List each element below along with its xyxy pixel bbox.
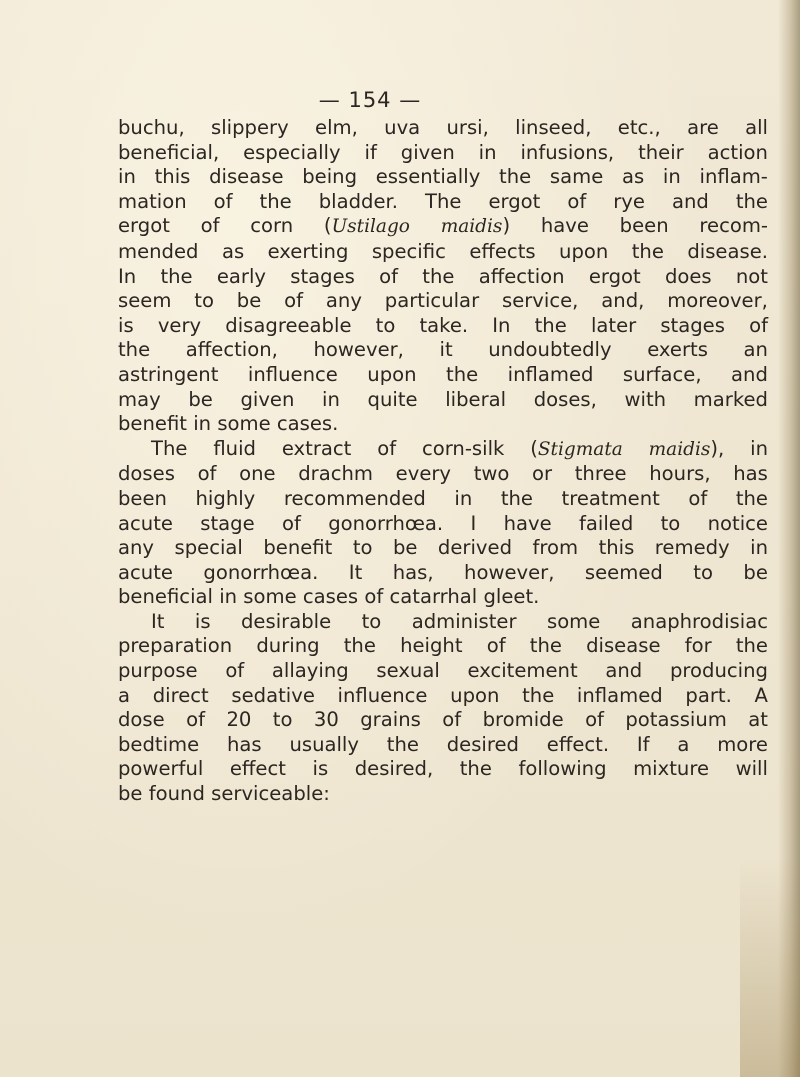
- word: bedtime: [118, 732, 200, 756]
- word: (Stigmata: [530, 436, 623, 460]
- text-line: [118, 757, 768, 782]
- word: upon: [367, 362, 417, 386]
- word: specific: [371, 239, 446, 263]
- word: disease: [586, 634, 661, 658]
- word: stage: [200, 511, 255, 535]
- word: gonorrhœa.: [328, 511, 444, 535]
- word: 30: [313, 708, 339, 732]
- word: particular: [384, 289, 480, 313]
- word: derived: [437, 536, 513, 560]
- word: special: [174, 536, 243, 560]
- word: slippery: [211, 116, 289, 139]
- text-line: [118, 659, 768, 684]
- word: and: [731, 362, 768, 386]
- word: especially: [243, 140, 341, 164]
- word: recommended: [283, 486, 426, 510]
- word: in: [750, 536, 768, 560]
- word: the: [735, 189, 768, 213]
- word: disagreeable: [225, 313, 352, 337]
- word: powerful: [118, 757, 204, 781]
- text-line: [118, 314, 768, 339]
- word: as: [221, 239, 245, 263]
- word: during: [256, 634, 320, 658]
- word: in: [662, 165, 681, 189]
- word: of: [213, 189, 233, 213]
- body-text: [118, 116, 768, 807]
- word: of: [284, 289, 304, 313]
- word: remedy: [654, 536, 730, 560]
- word: be: [236, 289, 262, 313]
- word: in: [322, 387, 340, 411]
- word: failed: [579, 511, 634, 535]
- word: moreover,: [667, 289, 768, 313]
- word: (Ustilago: [323, 214, 410, 238]
- word: to: [660, 511, 681, 535]
- word: have: [503, 511, 552, 535]
- word: of: [197, 462, 217, 486]
- word: in: [454, 486, 473, 510]
- word: the: [422, 264, 455, 288]
- word: exerting: [267, 239, 349, 263]
- word: rye: [613, 189, 645, 213]
- word: buchu,: [118, 116, 185, 139]
- word: of: [225, 659, 245, 683]
- word: two: [473, 462, 510, 486]
- word: this: [598, 536, 635, 560]
- word: bromide: [482, 708, 564, 732]
- text-line: beneficial in some cases of catarrhal gleet.: [118, 585, 540, 609]
- word: liberal: [445, 387, 507, 411]
- word: corn-silk: [421, 436, 505, 460]
- word: the: [499, 165, 532, 189]
- text-line: [118, 265, 768, 290]
- word: and: [605, 659, 643, 683]
- word: mended: [118, 239, 199, 263]
- word: maidis): [440, 214, 511, 238]
- word: early: [216, 264, 267, 288]
- word: dose: [118, 708, 165, 732]
- word: etc.,: [617, 116, 661, 139]
- word: notice: [707, 511, 768, 535]
- word: treatment: [561, 486, 660, 510]
- word: ergot: [118, 214, 170, 238]
- text-line: [118, 462, 768, 487]
- word: to: [375, 313, 396, 337]
- word: be: [188, 387, 213, 411]
- word: as: [621, 165, 645, 189]
- page-corner-stain: [740, 857, 800, 1077]
- word: mixture: [633, 757, 710, 781]
- word: A: [754, 683, 768, 707]
- word: the: [534, 313, 567, 337]
- word: recom-: [699, 214, 768, 238]
- text-line: [118, 733, 768, 758]
- word: disease.: [687, 239, 768, 263]
- word: mation: [118, 189, 187, 213]
- text-line: [118, 214, 768, 240]
- word: acute: [118, 560, 173, 584]
- text-line: [118, 708, 768, 733]
- word: of: [442, 708, 462, 732]
- word: may: [118, 387, 161, 411]
- word: the: [529, 634, 562, 658]
- word: one: [239, 462, 276, 486]
- page-number: — 154 —: [318, 88, 422, 112]
- word: been: [118, 486, 167, 510]
- text-line: [118, 610, 768, 635]
- word: it: [439, 338, 453, 362]
- word: to: [272, 708, 293, 732]
- word: a: [118, 683, 131, 707]
- word: in: [118, 165, 136, 189]
- word: this: [154, 165, 191, 189]
- word: to: [194, 289, 214, 313]
- word: sedative: [231, 683, 315, 707]
- text-line: benefit in some cases.: [118, 412, 339, 436]
- word: affection,: [185, 338, 278, 362]
- word: sexual: [376, 659, 440, 683]
- word: quite: [367, 387, 418, 411]
- word: potassium: [625, 708, 727, 732]
- word: being: [302, 165, 358, 189]
- word: of: [186, 708, 206, 732]
- word: the: [118, 338, 151, 362]
- word: of: [200, 214, 220, 238]
- word: anaphrodisiac: [630, 609, 768, 633]
- word: inflamed: [576, 683, 663, 707]
- text-line: [118, 487, 768, 512]
- word: In: [118, 264, 137, 288]
- word: surface,: [622, 362, 702, 386]
- word: any: [325, 289, 362, 313]
- word: for: [684, 634, 712, 658]
- word: 20: [226, 708, 252, 732]
- word: been: [619, 214, 669, 238]
- word: to: [352, 536, 373, 560]
- word: the: [446, 362, 479, 386]
- word: and: [671, 189, 709, 213]
- text-line: [118, 289, 768, 314]
- word: fluid: [213, 436, 256, 460]
- word: of: [585, 708, 604, 732]
- word: ergot: [588, 264, 641, 288]
- text-line: [118, 684, 768, 709]
- word: action: [707, 140, 768, 164]
- word: disease: [209, 165, 284, 189]
- word: more: [717, 732, 768, 756]
- word: the: [735, 486, 768, 510]
- text-line: [118, 240, 768, 265]
- word: astringent: [118, 362, 219, 386]
- word: of: [281, 511, 301, 535]
- word: excitement: [467, 659, 578, 683]
- word: part.: [685, 683, 732, 707]
- word: to: [693, 560, 713, 584]
- word: beneficial,: [118, 140, 220, 164]
- word: is: [312, 757, 329, 781]
- word: some: [546, 609, 601, 633]
- word: the: [459, 757, 492, 781]
- word: effects: [469, 239, 536, 263]
- word: inflam-: [699, 165, 768, 189]
- word: stages: [290, 264, 355, 288]
- word: has: [227, 732, 262, 756]
- word: gonorrhœa.: [203, 560, 319, 584]
- word: however,: [313, 338, 404, 362]
- text-line: [118, 116, 768, 141]
- text-line: [118, 190, 768, 215]
- word: I: [470, 511, 477, 535]
- word: of: [379, 264, 399, 288]
- word: preparation: [118, 634, 233, 658]
- word: desired: [446, 732, 519, 756]
- word: the: [259, 189, 292, 213]
- word: following: [518, 757, 607, 781]
- text-line: [118, 512, 768, 537]
- word: upon: [450, 683, 500, 707]
- text-line: [118, 561, 768, 586]
- word: usually: [289, 732, 359, 756]
- text-line: [118, 437, 768, 463]
- word: their: [638, 140, 684, 164]
- word: of: [688, 486, 708, 510]
- word: height: [400, 634, 463, 658]
- word: will: [735, 757, 768, 781]
- word: the: [500, 486, 533, 510]
- word: doses: [118, 462, 175, 486]
- word: benefit: [263, 536, 333, 560]
- word: effect: [229, 757, 286, 781]
- word: essentially: [375, 165, 481, 189]
- word: and,: [601, 289, 645, 313]
- word: The: [151, 436, 188, 460]
- word: doses,: [533, 387, 597, 411]
- word: linseed,: [515, 116, 592, 139]
- word: undoubtedly: [488, 338, 612, 362]
- word: has: [733, 462, 768, 486]
- word: have: [540, 214, 589, 238]
- word: with: [624, 387, 667, 411]
- word: has,: [392, 560, 434, 584]
- word: an: [743, 338, 768, 362]
- word: maidis),: [648, 436, 725, 460]
- word: In: [492, 313, 511, 337]
- word: be: [743, 560, 768, 584]
- word: seemed: [584, 560, 663, 584]
- word: elm,: [315, 116, 358, 139]
- text-line: [118, 338, 768, 363]
- word: desired,: [354, 757, 434, 781]
- word: highly: [195, 486, 256, 510]
- text-line: [118, 165, 768, 190]
- word: any: [118, 536, 155, 560]
- word: uva: [384, 116, 421, 139]
- word: service,: [501, 289, 579, 313]
- word: direct: [152, 683, 209, 707]
- word: marked: [693, 387, 768, 411]
- word: acute: [118, 511, 173, 535]
- word: in: [750, 436, 768, 460]
- word: of: [749, 313, 768, 337]
- word: grains: [360, 708, 421, 732]
- word: are: [687, 116, 719, 139]
- word: stages: [660, 313, 725, 337]
- word: producing: [669, 659, 768, 683]
- text-line: [118, 536, 768, 561]
- word: is: [118, 313, 134, 337]
- word: not: [735, 264, 768, 288]
- word: given: [400, 140, 455, 164]
- word: desirable: [241, 609, 332, 633]
- word: affection: [478, 264, 565, 288]
- word: upon: [559, 239, 609, 263]
- word: of: [567, 189, 587, 213]
- word: influence: [337, 683, 428, 707]
- word: of: [486, 634, 506, 658]
- text-line: [118, 388, 768, 413]
- word: ergot: [488, 189, 541, 213]
- word: from: [532, 536, 579, 560]
- word: a: [677, 732, 690, 756]
- word: take.: [419, 313, 469, 337]
- word: if: [364, 140, 377, 164]
- word: influence: [247, 362, 338, 386]
- word: however,: [464, 560, 555, 584]
- word: If: [636, 732, 650, 756]
- text-line: [118, 141, 768, 166]
- word: It: [151, 609, 165, 633]
- word: is: [194, 609, 211, 633]
- word: inflamed: [507, 362, 594, 386]
- text-line: [118, 363, 768, 388]
- word: It: [348, 560, 363, 584]
- word: the: [343, 634, 376, 658]
- text-line: be found serviceable:: [118, 782, 330, 806]
- word: later: [590, 313, 637, 337]
- word: hours,: [649, 462, 711, 486]
- word: The: [425, 189, 462, 213]
- word: or: [532, 462, 553, 486]
- word: all: [745, 116, 768, 139]
- word: infusions,: [520, 140, 615, 164]
- word: allaying: [271, 659, 349, 683]
- word: corn: [250, 214, 294, 238]
- word: at: [748, 708, 768, 732]
- word: effect.: [546, 732, 610, 756]
- word: purpose: [118, 659, 198, 683]
- word: administer: [411, 609, 517, 633]
- word: ursi,: [446, 116, 489, 139]
- word: seem: [118, 289, 172, 313]
- word: does: [664, 264, 712, 288]
- word: very: [157, 313, 202, 337]
- word: given: [240, 387, 295, 411]
- word: bladder.: [318, 189, 398, 213]
- word: drachm: [298, 462, 374, 486]
- word: in: [478, 140, 497, 164]
- word: every: [395, 462, 452, 486]
- word: to: [361, 609, 382, 633]
- text-line: [118, 634, 768, 659]
- word: the: [160, 264, 193, 288]
- word: extract: [281, 436, 352, 460]
- word: same: [549, 165, 604, 189]
- word: exerts: [647, 338, 708, 362]
- word: three: [574, 462, 627, 486]
- word: the: [386, 732, 419, 756]
- word: the: [631, 239, 664, 263]
- word: the: [522, 683, 555, 707]
- word: be: [392, 536, 418, 560]
- word: of: [377, 436, 397, 460]
- word: the: [735, 634, 768, 658]
